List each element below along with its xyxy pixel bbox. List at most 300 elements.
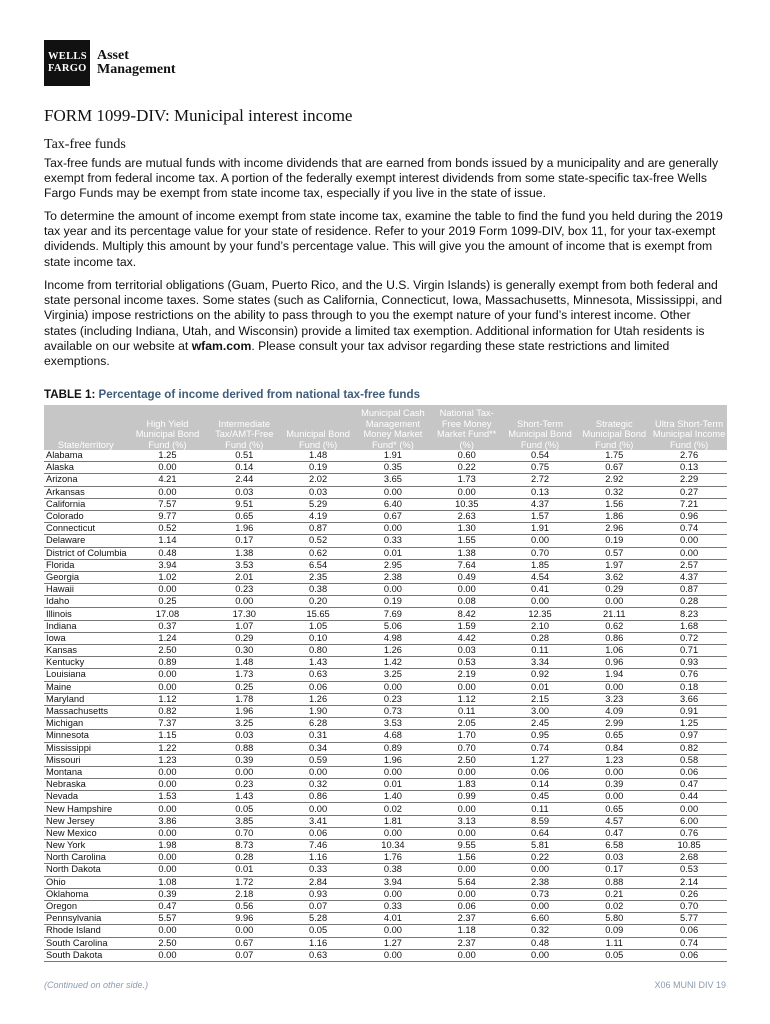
value-cell: 10.34	[355, 840, 431, 852]
table-row	[44, 450, 727, 462]
value-cell: 0.70	[431, 742, 503, 754]
value-cell: 17.08	[128, 608, 208, 620]
value-cell: 1.70	[431, 730, 503, 742]
value-cell: 0.39	[577, 779, 651, 791]
value-cell: 2.50	[128, 645, 208, 657]
value-cell: 6.00	[651, 815, 727, 827]
value-cell: 9.55	[431, 840, 503, 852]
value-cell: 1.42	[355, 657, 431, 669]
value-cell: 0.82	[651, 742, 727, 754]
state-cell: Arizona	[44, 474, 128, 486]
value-cell: 0.00	[577, 596, 651, 608]
value-cell: 0.22	[503, 852, 578, 864]
value-cell: 0.82	[128, 705, 208, 717]
value-cell: 1.48	[281, 450, 355, 462]
value-cell: 0.00	[128, 766, 208, 778]
column-header: Intermediate Tax/AMT-Free Fund (%)	[207, 405, 281, 450]
value-cell: 1.26	[281, 693, 355, 705]
table-row	[44, 888, 727, 900]
state-cell: Florida	[44, 559, 128, 571]
value-cell: 0.00	[503, 535, 578, 547]
value-cell: 0.75	[503, 462, 578, 474]
value-cell: 0.96	[651, 510, 727, 522]
value-cell: 2.01	[207, 571, 281, 583]
value-cell: 0.01	[355, 779, 431, 791]
territorial-paragraph	[44, 278, 726, 369]
state-cell: North Dakota	[44, 864, 128, 876]
value-cell: 2.15	[503, 693, 578, 705]
value-cell: 1.68	[651, 620, 727, 632]
intro-paragraph: Tax-free funds are mutual funds with income dividends that are earned from bonds issued by a municipality and are generally exempt from federal income tax. A portion of the federally exempt interest dividends from some state-specific tax-free Wells Fargo Funds may be exempt from state income tax, especially if you live in the state of issue.	[44, 156, 719, 201]
value-cell: 7.46	[281, 840, 355, 852]
value-cell: 0.48	[503, 937, 578, 949]
value-cell: 0.00	[651, 547, 727, 559]
value-cell: 0.00	[207, 766, 281, 778]
value-cell: 0.00	[128, 864, 208, 876]
table-header-row	[44, 405, 727, 450]
value-cell: 0.00	[128, 462, 208, 474]
value-cell: 0.63	[281, 949, 355, 961]
value-cell: 0.18	[651, 681, 727, 693]
value-cell: 0.00	[207, 925, 281, 937]
value-cell: 0.14	[503, 779, 578, 791]
value-cell: 6.28	[281, 718, 355, 730]
value-cell: 1.27	[503, 754, 578, 766]
value-cell: 0.00	[355, 681, 431, 693]
value-cell: 1.14	[128, 535, 208, 547]
value-cell: 1.94	[577, 669, 651, 681]
value-cell: 2.37	[431, 913, 503, 925]
website-link[interactable]: wfam.com	[191, 338, 252, 353]
value-cell: 1.83	[431, 779, 503, 791]
value-cell: 4.37	[651, 571, 727, 583]
table-title	[44, 388, 420, 401]
table-row	[44, 803, 727, 815]
value-cell: 1.91	[355, 450, 431, 462]
value-cell: 0.00	[128, 852, 208, 864]
value-cell: 0.00	[577, 766, 651, 778]
value-cell: 5.29	[281, 498, 355, 510]
value-cell: 1.43	[207, 791, 281, 803]
value-cell: 0.53	[431, 657, 503, 669]
column-header: Ultra Short-Term Municipal Income Fund (%)	[651, 405, 727, 450]
value-cell: 1.53	[128, 791, 208, 803]
value-cell: 0.76	[651, 827, 727, 839]
state-cell: Georgia	[44, 571, 128, 583]
column-header: Municipal Cash Management Money Market Fund* (%)	[355, 405, 431, 450]
value-cell: 0.65	[577, 803, 651, 815]
table-row	[44, 925, 727, 937]
value-cell: 0.00	[355, 827, 431, 839]
value-cell: 6.58	[577, 840, 651, 852]
table-row	[44, 535, 727, 547]
value-cell: 2.38	[503, 876, 578, 888]
value-cell: 1.57	[503, 510, 578, 522]
table-row	[44, 645, 727, 657]
state-cell: California	[44, 498, 128, 510]
logo-wordmark	[97, 49, 176, 77]
value-cell: 0.32	[503, 925, 578, 937]
value-cell: 1.98	[128, 840, 208, 852]
state-cell: District of Columbia	[46, 547, 127, 558]
value-cell: 0.65	[577, 730, 651, 742]
table-row	[44, 791, 727, 803]
state-cell: Delaware	[44, 535, 128, 547]
value-cell: 0.01	[355, 547, 431, 559]
value-cell: 0.52	[281, 535, 355, 547]
table-row	[44, 742, 727, 754]
value-cell: 0.00	[431, 681, 503, 693]
table-row	[44, 754, 727, 766]
value-cell: 15.65	[281, 608, 355, 620]
value-cell: 0.58	[651, 754, 727, 766]
value-cell: 0.20	[281, 596, 355, 608]
value-cell: 1.22	[128, 742, 208, 754]
value-cell: 3.62	[577, 571, 651, 583]
value-cell: 3.86	[128, 815, 208, 827]
state-cell: Massachusetts	[44, 705, 128, 717]
value-cell: 3.53	[355, 718, 431, 730]
value-cell: 3.25	[207, 718, 281, 730]
table-row	[44, 815, 727, 827]
value-cell: 0.07	[281, 900, 355, 912]
value-cell: 2.45	[503, 718, 578, 730]
value-cell: 1.30	[431, 523, 503, 535]
value-cell: 5.28	[281, 913, 355, 925]
state-cell: New York	[44, 840, 128, 852]
value-cell: 0.67	[355, 510, 431, 522]
state-cell: South Carolina	[44, 937, 128, 949]
value-cell: 0.11	[503, 803, 578, 815]
value-cell: 5.06	[355, 620, 431, 632]
value-cell: 0.86	[577, 632, 651, 644]
value-cell: 8.23	[651, 608, 727, 620]
value-cell: 0.23	[207, 584, 281, 596]
table-row	[44, 864, 727, 876]
value-cell: 0.28	[503, 632, 578, 644]
value-cell: 0.63	[281, 669, 355, 681]
value-cell: 2.19	[431, 669, 503, 681]
state-cell: Minnesota	[44, 730, 128, 742]
table-row	[44, 474, 727, 486]
value-cell: 0.89	[128, 657, 208, 669]
value-cell: 1.91	[503, 523, 578, 535]
value-cell: 0.97	[651, 730, 727, 742]
value-cell: 0.00	[355, 486, 431, 498]
value-cell: 0.19	[355, 596, 431, 608]
table-row	[44, 779, 727, 791]
value-cell: 0.35	[355, 462, 431, 474]
value-cell: 0.88	[207, 742, 281, 754]
value-cell: 0.99	[431, 791, 503, 803]
value-cell: 1.72	[207, 876, 281, 888]
value-cell: 0.38	[355, 864, 431, 876]
table-title-text: Percentage of income derived from national tax-free funds	[95, 388, 421, 401]
value-cell: 0.00	[281, 766, 355, 778]
value-cell: 1.96	[207, 523, 281, 535]
value-cell: 0.87	[651, 584, 727, 596]
value-cell: 2.99	[577, 718, 651, 730]
value-cell: 0.00	[355, 925, 431, 937]
value-cell: 0.57	[577, 547, 651, 559]
value-cell: 0.74	[651, 937, 727, 949]
state-cell: Illinois	[44, 608, 128, 620]
value-cell: 2.76	[651, 450, 727, 462]
value-cell: 1.73	[431, 474, 503, 486]
value-cell: 0.00	[503, 949, 578, 961]
value-cell: 0.39	[207, 754, 281, 766]
company-logo	[44, 40, 176, 86]
value-cell: 0.31	[281, 730, 355, 742]
value-cell: 0.48	[128, 547, 208, 559]
value-cell: 1.78	[207, 693, 281, 705]
value-cell: 1.40	[355, 791, 431, 803]
value-cell: 3.23	[577, 693, 651, 705]
value-cell: 0.72	[651, 632, 727, 644]
value-cell: 1.08	[128, 876, 208, 888]
table-row	[44, 827, 727, 839]
value-cell: 0.25	[128, 596, 208, 608]
value-cell: 2.84	[281, 876, 355, 888]
value-cell: 9.77	[128, 510, 208, 522]
value-cell: 0.38	[281, 584, 355, 596]
value-cell: 0.70	[503, 547, 578, 559]
value-cell: 0.03	[207, 486, 281, 498]
value-cell: 0.22	[431, 462, 503, 474]
value-cell: 0.47	[128, 900, 208, 912]
value-cell: 0.86	[281, 791, 355, 803]
value-cell: 0.06	[651, 925, 727, 937]
state-cell: Mississippi	[44, 742, 128, 754]
value-cell: 0.33	[281, 864, 355, 876]
value-cell: 2.68	[651, 852, 727, 864]
value-cell: 0.11	[503, 645, 578, 657]
value-cell: 1.24	[128, 632, 208, 644]
income-percentage-table	[44, 405, 727, 962]
value-cell: 0.33	[355, 535, 431, 547]
value-cell: 0.00	[651, 803, 727, 815]
value-cell: 0.05	[207, 803, 281, 815]
value-cell: 2.50	[128, 937, 208, 949]
value-cell: 3.94	[355, 876, 431, 888]
value-cell: 0.30	[207, 645, 281, 657]
value-cell: 1.90	[281, 705, 355, 717]
territorial-text-end: . Please consult your tax advisor regarding these state restrictions and limited exemptions.	[44, 338, 670, 369]
table-row	[44, 669, 727, 681]
value-cell: 8.73	[207, 840, 281, 852]
value-cell: 4.68	[355, 730, 431, 742]
table-row	[44, 705, 727, 717]
value-cell: 0.26	[651, 888, 727, 900]
table-row	[44, 559, 727, 571]
value-cell: 0.05	[281, 925, 355, 937]
value-cell: 7.21	[651, 498, 727, 510]
value-cell: 1.05	[281, 620, 355, 632]
value-cell: 0.28	[651, 596, 727, 608]
value-cell: 0.00	[281, 803, 355, 815]
value-cell: 3.25	[355, 669, 431, 681]
value-cell: 1.96	[207, 705, 281, 717]
value-cell: 0.56	[207, 900, 281, 912]
state-cell: Alaska	[44, 462, 128, 474]
value-cell: 0.03	[207, 730, 281, 742]
instructions-paragraph: To determine the amount of income exempt from state income tax, examine the table to find the fund you held during the 2019 tax year and its percentage value for your state of residence. Refer to your 2019 Form 1099-DIV, box 11, for your tax-exempt dividends. Multiply this amount by your fund’s percentage value. This will give you the amount of income that is exempt from state income tax.	[44, 209, 723, 269]
value-cell: 2.95	[355, 559, 431, 571]
value-cell: 2.14	[651, 876, 727, 888]
value-cell: 0.00	[355, 584, 431, 596]
table-row	[44, 876, 727, 888]
state-cell: North Carolina	[44, 852, 128, 864]
value-cell: 1.25	[128, 450, 208, 462]
value-cell: 0.47	[577, 827, 651, 839]
value-cell: 0.32	[577, 486, 651, 498]
value-cell: 8.42	[431, 608, 503, 620]
value-cell: 0.25	[207, 681, 281, 693]
value-cell: 1.56	[577, 498, 651, 510]
value-cell: 1.76	[355, 852, 431, 864]
value-cell: 0.29	[207, 632, 281, 644]
value-cell: 0.34	[281, 742, 355, 754]
value-cell: 1.23	[128, 754, 208, 766]
value-cell: 0.06	[281, 681, 355, 693]
value-cell: 1.23	[577, 754, 651, 766]
value-cell: 0.00	[128, 486, 208, 498]
value-cell: 3.65	[355, 474, 431, 486]
value-cell: 21.11	[577, 608, 651, 620]
value-cell: 2.96	[577, 523, 651, 535]
value-cell: 0.17	[577, 864, 651, 876]
value-cell: 4.37	[503, 498, 578, 510]
value-cell: 0.47	[651, 779, 727, 791]
value-cell: 0.44	[651, 791, 727, 803]
value-cell: 10.35	[431, 498, 503, 510]
value-cell: 2.35	[281, 571, 355, 583]
value-cell: 0.00	[128, 949, 208, 961]
table-row	[44, 584, 727, 596]
value-cell: 0.73	[503, 888, 578, 900]
value-cell: 0.64	[503, 827, 578, 839]
state-cell: Missouri	[44, 754, 128, 766]
column-header: Strategic Municipal Bond Fund (%)	[577, 405, 651, 450]
value-cell: 2.18	[207, 888, 281, 900]
value-cell: 0.00	[128, 681, 208, 693]
value-cell: 0.32	[281, 779, 355, 791]
value-cell: 0.00	[128, 669, 208, 681]
value-cell: 7.57	[128, 498, 208, 510]
table-row	[44, 766, 727, 778]
value-cell: 0.07	[207, 949, 281, 961]
value-cell: 0.73	[355, 705, 431, 717]
value-cell: 0.80	[281, 645, 355, 657]
table-row	[44, 730, 727, 742]
value-cell: 0.00	[503, 900, 578, 912]
value-cell: 0.62	[577, 620, 651, 632]
state-cell: Pennsylvania	[44, 913, 128, 925]
value-cell: 6.40	[355, 498, 431, 510]
state-cell: Connecticut	[44, 523, 128, 535]
value-cell: 0.91	[651, 705, 727, 717]
value-cell: 1.81	[355, 815, 431, 827]
value-cell: 1.97	[577, 559, 651, 571]
value-cell: 0.06	[651, 766, 727, 778]
value-cell: 0.00	[355, 888, 431, 900]
value-cell: 5.80	[577, 913, 651, 925]
value-cell: 0.00	[431, 864, 503, 876]
value-cell: 1.96	[355, 754, 431, 766]
value-cell: 5.77	[651, 913, 727, 925]
footer-continued: (Continued on other side.)	[44, 980, 149, 990]
value-cell: 1.43	[281, 657, 355, 669]
value-cell: 0.00	[577, 791, 651, 803]
value-cell: 2.57	[651, 559, 727, 571]
value-cell: 2.44	[207, 474, 281, 486]
value-cell: 0.93	[281, 888, 355, 900]
value-cell: 3.66	[651, 693, 727, 705]
value-cell: 0.00	[128, 925, 208, 937]
value-cell: 1.59	[431, 620, 503, 632]
value-cell: 0.06	[651, 949, 727, 961]
value-cell: 0.17	[207, 535, 281, 547]
value-cell: 10.85	[651, 840, 727, 852]
value-cell: 0.00	[431, 766, 503, 778]
table-title-label: TABLE 1:	[44, 388, 96, 401]
value-cell: 4.01	[355, 913, 431, 925]
value-cell: 0.01	[207, 864, 281, 876]
value-cell: 0.00	[128, 827, 208, 839]
value-cell: 9.96	[207, 913, 281, 925]
value-cell: 1.16	[281, 937, 355, 949]
state-cell: Colorado	[44, 510, 128, 522]
state-cell: Hawaii	[44, 584, 128, 596]
value-cell: 2.63	[431, 510, 503, 522]
table-row	[44, 498, 727, 510]
state-cell: New Jersey	[44, 815, 128, 827]
state-cell: Michigan	[44, 718, 128, 730]
value-cell: 1.07	[207, 620, 281, 632]
value-cell: 0.21	[577, 888, 651, 900]
value-cell: 1.38	[431, 547, 503, 559]
table-row	[44, 718, 727, 730]
value-cell: 0.00	[431, 827, 503, 839]
value-cell: 0.00	[431, 486, 503, 498]
value-cell: 6.60	[503, 913, 578, 925]
value-cell: 0.13	[503, 486, 578, 498]
value-cell: 1.11	[577, 937, 651, 949]
value-cell: 0.37	[128, 620, 208, 632]
value-cell: 0.96	[577, 657, 651, 669]
value-cell: 0.00	[431, 888, 503, 900]
value-cell: 3.13	[431, 815, 503, 827]
value-cell: 4.09	[577, 705, 651, 717]
state-cell: New Mexico	[44, 827, 128, 839]
state-cell: Arkansas	[44, 486, 128, 498]
value-cell: 0.00	[431, 949, 503, 961]
value-cell: 0.02	[577, 900, 651, 912]
state-cell: Iowa	[44, 632, 128, 644]
value-cell: 7.69	[355, 608, 431, 620]
value-cell: 0.65	[207, 510, 281, 522]
value-cell: 0.62	[281, 547, 355, 559]
value-cell: 1.38	[207, 547, 281, 559]
wells-fargo-logo-box	[44, 40, 90, 86]
value-cell: 0.00	[128, 779, 208, 791]
table-row	[44, 949, 727, 961]
value-cell: 3.34	[503, 657, 578, 669]
value-cell: 0.00	[651, 535, 727, 547]
value-cell: 0.28	[207, 852, 281, 864]
value-cell: 0.45	[503, 791, 578, 803]
state-cell: Alabama	[44, 450, 128, 462]
